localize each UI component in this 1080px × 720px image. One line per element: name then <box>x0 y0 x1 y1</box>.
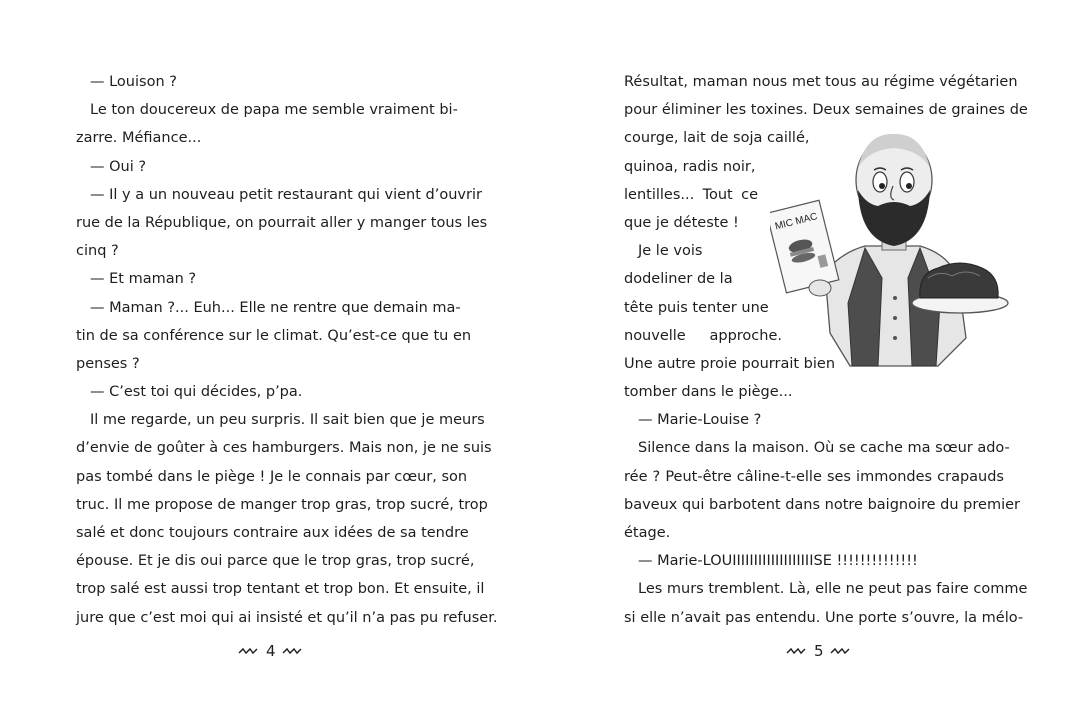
text-line: Il me regarde, un peu surpris. Il sait bien que je meurs <box>90 412 485 429</box>
text-line: Le ton doucereux de papa me semble vraiment bi- <box>90 102 458 119</box>
text-line: que je déteste ! <box>624 214 739 231</box>
text-line: Les murs tremblent. Là, elle ne peut pas faire comme <box>638 581 1028 598</box>
page-number: 5 <box>814 642 824 660</box>
text-line: tin de sa conférence sur le climat. Qu’est-ce que tu en <box>76 327 472 344</box>
text-line: Silence dans la maison. Où se cache ma sœur ado- <box>638 440 1010 457</box>
dad-with-cake-illustration <box>770 128 1010 378</box>
text-line: dodeliner de la <box>624 271 733 288</box>
squiggle-ornament-icon <box>830 646 852 656</box>
page-number-left <box>238 642 304 660</box>
text-line: rée ? Peut-être câline-t-elle ses immondes crapauds <box>624 468 1004 485</box>
text-line: — Et maman ? <box>90 271 197 288</box>
squiggle-ornament-icon <box>282 646 304 656</box>
squiggle-ornament-icon <box>786 646 808 656</box>
text-line: zarre. Méfiance... <box>76 130 202 147</box>
text-line: Une autre proie pourrait bien <box>624 355 836 372</box>
text-line: penses ? <box>76 355 140 372</box>
text-line: jure que c’est moi qui ai insisté et qu’il n’a pas pu refuser. <box>76 609 498 626</box>
text-line: cinq ? <box>76 243 119 260</box>
text-line: — Louison ? <box>90 74 177 90</box>
page-number: 4 <box>266 642 276 660</box>
sign-text: MIC MAC <box>773 211 819 233</box>
text-line: — Il y a un nouveau petit restaurant qui vient d’ouvrir <box>90 186 482 203</box>
text-line: — Oui ? <box>90 158 147 175</box>
text-line: pour éliminer les toxines. Deux semaines de graines de <box>624 102 1028 119</box>
text-line: — Marie-LOUIIIIIIIIIIIIIIIIIIISE !!!!!!!!!!!!!! <box>638 553 918 570</box>
page-number-right <box>786 642 852 660</box>
text-line: Résultat, maman nous met tous au régime végétarien <box>624 74 1018 90</box>
text-line: quinoa, radis noir, <box>624 158 756 175</box>
text-line: étage. <box>624 525 671 541</box>
text-line: lentilles... Tout ce <box>624 186 758 203</box>
text-line: tête puis tenter une <box>624 299 769 316</box>
text-line: salé et donc toujours contraire aux idées de sa tendre <box>76 525 469 541</box>
text-line: trop salé est aussi trop tentant et trop bon. Et ensuite, il <box>76 581 485 598</box>
text-line: — C’est toi qui décides, p’pa. <box>90 384 303 401</box>
text-line: pas tombé dans le piège ! Je le connais par cœur, son <box>76 468 468 485</box>
text-line: rue de la République, on pourrait aller y manger tous les <box>76 214 488 231</box>
text-line: courge, lait de soja caillé, <box>624 130 810 147</box>
text-line: d’envie de goûter à ces hamburgers. Mais non, je ne suis <box>76 440 492 457</box>
text-line: si elle n’avait pas entendu. Une porte s’ouvre, la mélo- <box>624 609 1024 626</box>
text-line: — Marie-Louise ? <box>638 412 762 429</box>
text-line: épouse. Et je dis oui parce que le trop gras, trop sucré, <box>76 553 475 570</box>
text-line: Je le vois <box>638 243 703 260</box>
text-line: nouvelle approche. <box>624 327 782 344</box>
text-line: tomber dans le piège... <box>624 384 793 401</box>
text-line: truc. Il me propose de manger trop gras, trop sucré, trop <box>76 496 488 513</box>
squiggle-ornament-icon <box>238 646 260 656</box>
text-line: baveux qui barbotent dans notre baignoire du premier <box>624 496 1020 513</box>
left-page <box>76 68 498 632</box>
text-line: — Maman ?... Euh... Elle ne rentre que demain ma- <box>90 299 461 316</box>
